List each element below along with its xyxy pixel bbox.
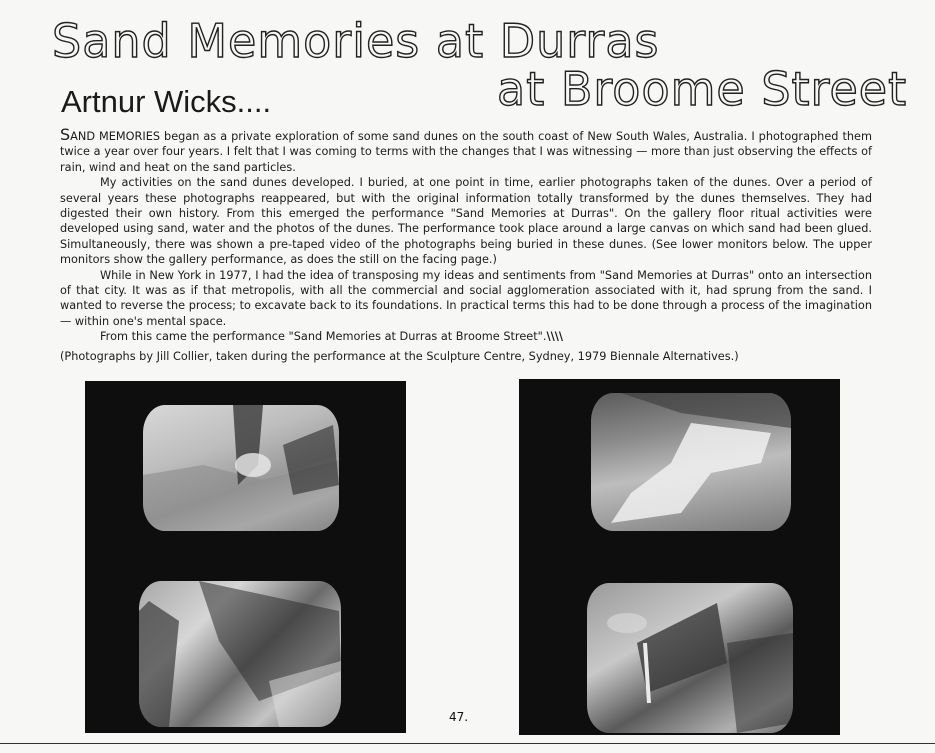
photo-right: [519, 379, 840, 735]
article-body: [60, 127, 872, 345]
monitor-bottom-right: [587, 583, 793, 733]
bottom-rule: [0, 743, 935, 744]
page-number: 47.: [449, 710, 469, 724]
title-line-2: at Broome Street: [497, 62, 908, 116]
photo-left: [85, 381, 406, 733]
author-name: Artnur Wicks....: [61, 84, 272, 119]
paragraph-1-text: AND MEMORIES began as a private exploration of some sand dunes on the south coast of New South Wales, Australia. I photographed them twice a year over four years. I felt that I was coming to terms with the changes that I was witnessing — more than just observing the effects of rain, wind and heat on the sand particles.: [60, 130, 872, 174]
monitor-bottom-right-image: [587, 583, 793, 733]
monitor-bottom-left: [139, 581, 341, 727]
monitor-top-right: [591, 393, 791, 531]
drop-cap: S: [60, 125, 71, 144]
monitor-bottom-left-image: [139, 581, 341, 727]
monitor-top-left: [143, 405, 339, 531]
monitor-top-left-image: [143, 405, 339, 531]
paragraph-4: [60, 329, 872, 344]
paragraph-2: My activities on the sand dunes developed. I buried, at one point in time, earlier photographs taken of the dunes. Over a period of several years these photographs reappeared, but with the original information totally transformed by the dunes themselves. They had digested their own history. From this emerged the performance "Sand Memories at Durras". On the gallery floor ritual activities were developed using sand, water and the photos of the dunes. The performance took place around a large canvas on which sand had been glued. Simultaneously, there was shown a pre-taped video of the photographs being buried in these dunes. (See lower monitors below. The upper monitors show the gallery performance, as does the still on the facing page.): [60, 176, 872, 267]
end-mark: \\\\: [546, 330, 563, 344]
paragraph-3: While in New York in 1977, I had the idea of transposing my ideas and sentiments from "Sand Memories at Durras" onto an intersection of that city. It was as if that metropolis, with all the commercial and social agglomeration associated with it, had sprung from the sand. I wanted to reverse the process; to excavate back to its foundations. In practical terms this had to be done through a process of the imagination — within one's mental space.: [60, 268, 872, 328]
photo-credits: (Photographs by Jill Collier, taken during the performance at the Sculpture Centre, Sydney, 1979 Biennale Alternatives.): [60, 350, 739, 363]
paragraph-1: [60, 127, 872, 175]
title-line-1: Sand Memories at Durras: [52, 14, 660, 68]
paragraph-4-text: From this came the performance "Sand Memories at Durras at Broome Street".: [100, 330, 547, 344]
monitor-top-right-image: [591, 393, 791, 531]
